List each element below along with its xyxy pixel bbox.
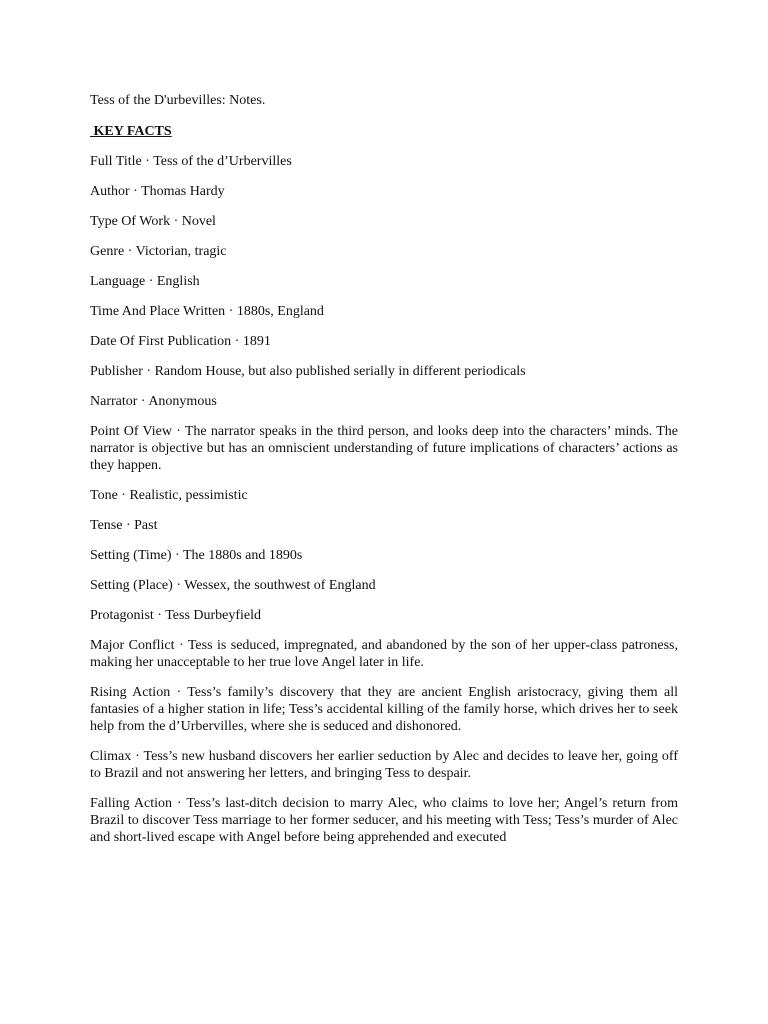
fact-label: Rising Action [90,685,171,700]
fact-separator: · [170,685,188,700]
key-fact-item [90,637,678,671]
key-fact-item [90,607,678,624]
fact-value: 1891 [242,334,271,349]
fact-label: Climax [90,749,132,764]
fact-value: Tess’s new husband discovers her earlier seduction by Alec and decides to leave her, going off to Brazil and not answering her letters, and bringing Tess to despair. [90,749,678,781]
fact-label: Setting (Time) [90,548,172,563]
fact-label: Protagonist [90,608,154,623]
fact-value: Tess Durbeyfield [165,608,262,623]
key-fact-item [90,153,678,170]
fact-separator: · [124,244,136,259]
fact-value: Thomas Hardy [141,184,225,199]
fact-separator: · [225,304,237,319]
key-fact-item [90,547,678,564]
fact-separator: · [129,184,142,199]
fact-separator: · [153,608,166,623]
key-fact-item [90,517,678,534]
fact-value: Wessex, the southwest of England [184,578,376,593]
fact-separator: · [172,424,185,439]
fact-label: Author [90,184,130,199]
key-fact-item [90,273,678,290]
fact-separator: · [174,638,188,653]
section-heading [90,123,678,140]
fact-separator: · [122,518,135,533]
key-fact-item [90,303,678,320]
fact-label: Time And Place Written [90,304,226,319]
fact-label: Full Title [90,154,142,169]
fact-value: Tess’s last-ditch decision to marry Alec, who claims to love her; Angel’s return from Brazil to discover Tess marriage to her former seducer, and his meeting with Tess; Tess’s murder of Alec and short-lived escape with Angel before being apprehended and executed [90,796,678,845]
fact-separator: · [137,394,149,409]
fact-value: The 1880s and 1890s [182,548,303,563]
key-fact-item [90,423,678,474]
fact-value: Past [134,518,158,533]
key-fact-item [90,748,678,782]
fact-label: Major Conflict [90,638,175,653]
fact-label: Falling Action [90,796,172,811]
key-fact-item [90,213,678,230]
key-fact-item [90,183,678,200]
key-fact-item [90,684,678,735]
fact-separator: · [172,578,185,593]
document-title: Tess of the D'urbevilles: Notes. [90,93,266,108]
key-fact-item [90,487,678,504]
key-fact-item [90,243,678,260]
fact-value: Tess of the d’Urbervilles [153,154,292,169]
fact-separator: · [142,364,155,379]
fact-label: Setting (Place) [90,578,173,593]
fact-label: Genre [90,244,125,259]
key-facts-list [90,153,678,846]
fact-value: Tess’s family’s discovery that they are ancient English aristocracy, giving them all fantasies of a higher station in life; Tess’s accidental killing of the family horse, which drives her to seek help from the d’Urbervilles, where she is seduced and dishonored. [90,685,678,734]
key-fact-item [90,577,678,594]
fact-separator: · [170,214,182,229]
document-page [90,92,678,859]
fact-label: Publisher [90,364,143,379]
key-fact-item [90,333,678,350]
fact-separator: · [231,334,243,349]
fact-separator: · [171,548,183,563]
fact-label: Type Of Work [90,214,171,229]
fact-value: The narrator speaks in the third person, and looks deep into the characters’ minds. The narrator is objective but has an omniscient understanding of future implications of characters’ actions as they happen. [90,424,678,473]
key-fact-item [90,795,678,846]
fact-label: Narrator [90,394,138,409]
fact-value: Novel [181,214,216,229]
key-fact-item [90,393,678,410]
section-heading-text: KEY FACTS [93,124,172,139]
fact-separator: · [141,154,154,169]
fact-label: Tone [90,488,118,503]
fact-value: English [156,274,200,289]
fact-label: Point Of View [90,424,173,439]
fact-label: Language [90,274,146,289]
fact-separator: · [145,274,157,289]
fact-label: Tense [90,518,123,533]
fact-value: 1880s, England [236,304,324,319]
fact-label: Date Of First Publication [90,334,232,349]
key-fact-item [90,363,678,380]
fact-value: Tess is seduced, impregnated, and abandoned by the son of her upper-class patroness, making her unacceptable to her true love Angel later in life. [90,638,678,670]
fact-value: Victorian, tragic [135,244,227,259]
fact-separator: · [117,488,130,503]
fact-separator: · [131,749,144,764]
fact-value: Realistic, pessimistic [129,488,248,503]
fact-separator: · [171,796,187,811]
fact-value: Random House, but also published serially in different periodicals [154,364,526,379]
fact-value: Anonymous [148,394,217,409]
